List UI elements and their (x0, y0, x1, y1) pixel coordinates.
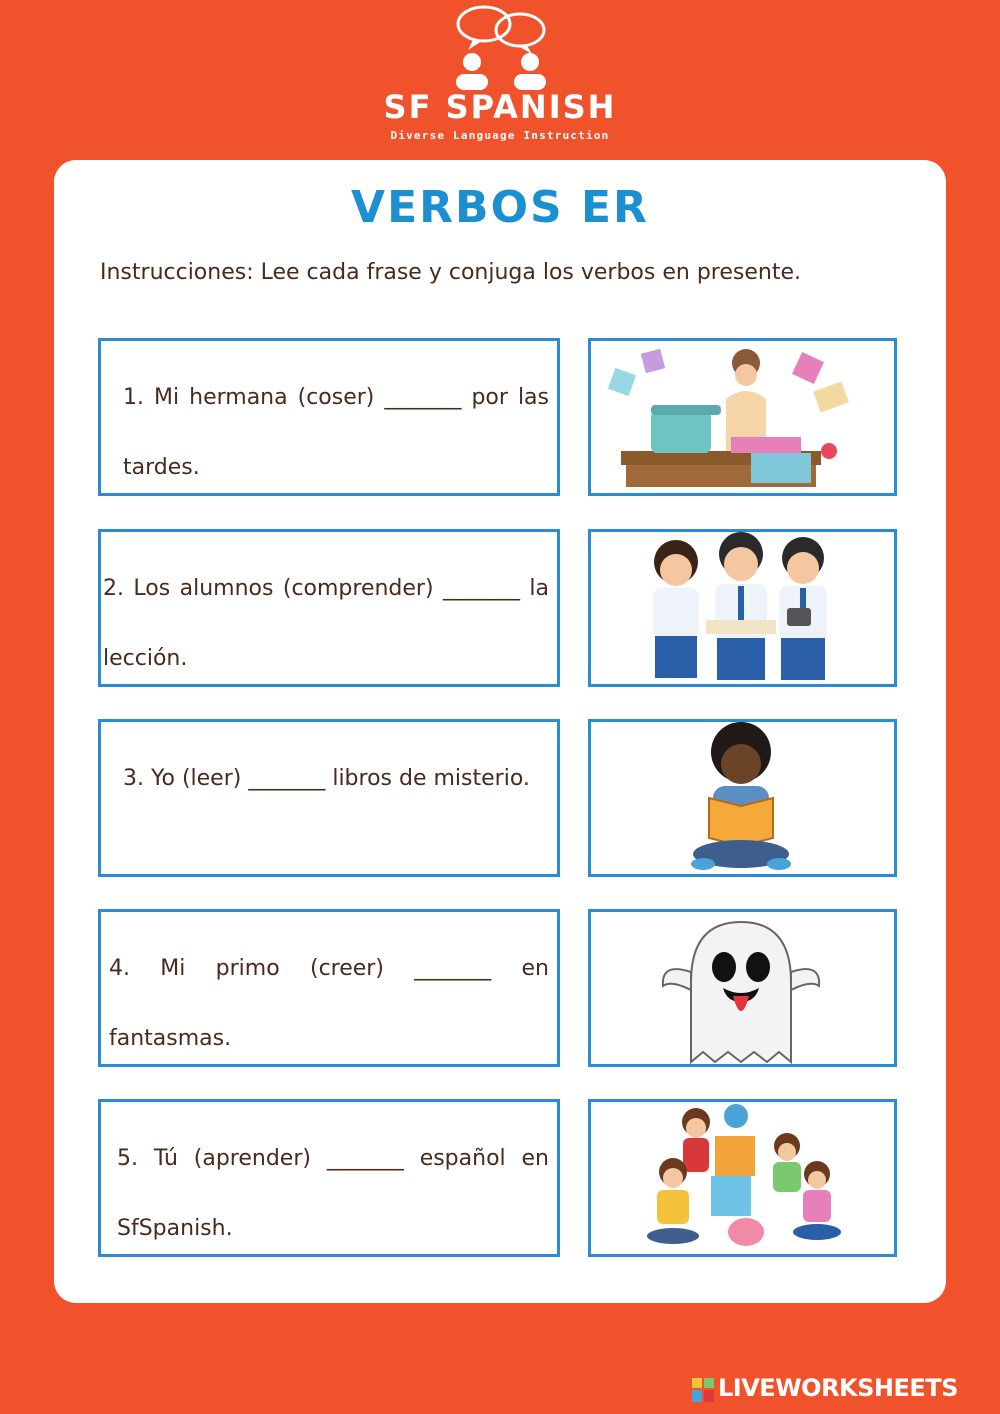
exercise-sentence: 3. Yo (leer) _______ libros de misterio. (123, 766, 530, 791)
exercise-text-box[interactable] (98, 719, 560, 877)
exercise-sentence: 2. Los alumnos (comprender) _______ la lección. (103, 576, 549, 671)
exercise-text-box[interactable] (98, 909, 560, 1067)
worksheet-title: VERBOS ER (351, 182, 649, 233)
liveworksheets-wordmark: LIVEWORKSHEETS (718, 1374, 958, 1402)
exercise-sentence: 4. Mi primo (creer) _______ en fantasmas. (109, 956, 549, 1051)
exercise-row-3 (98, 719, 898, 877)
exercise-sentence: 1. Mi hermana (coser) _______ por las tardes. (123, 385, 549, 480)
exercise-image-box (588, 719, 897, 877)
brand-logo (0, 0, 1000, 150)
exercise-text-box[interactable] (98, 338, 560, 496)
exercise-row-2 (98, 529, 898, 687)
liveworksheets-logo-icon (692, 1378, 714, 1402)
exercise-image-box (588, 338, 897, 496)
liveworksheets-logo (692, 1374, 992, 1406)
exercise-row-1 (98, 338, 898, 496)
exercise-row-5 (98, 1099, 898, 1257)
ghost-illustration (591, 912, 894, 1064)
brand-tagline: Diverse Language Instruction (390, 129, 610, 142)
worksheet-card (54, 160, 946, 1303)
exercise-image-box (588, 1099, 897, 1257)
exercise-text-box[interactable] (98, 529, 560, 687)
boy-reading-illustration (591, 722, 894, 874)
exercise-text-box[interactable] (98, 1099, 560, 1257)
brand-name: SF SPANISH (383, 88, 617, 126)
exercise-sentence: 5. Tú (aprender) _______ español en SfSpanish. (117, 1146, 549, 1241)
exercise-image-box (588, 529, 897, 687)
woman-sewing-illustration (591, 341, 894, 493)
exercise-image-box (588, 909, 897, 1067)
students-reading-illustration (591, 532, 894, 684)
exercise-row-4 (98, 909, 898, 1067)
kids-learning-illustration (591, 1102, 894, 1254)
worksheet-instructions: Instrucciones: Lee cada frase y conjuga los verbos en presente. (100, 260, 801, 285)
speech-bubbles-people-icon (440, 2, 560, 92)
